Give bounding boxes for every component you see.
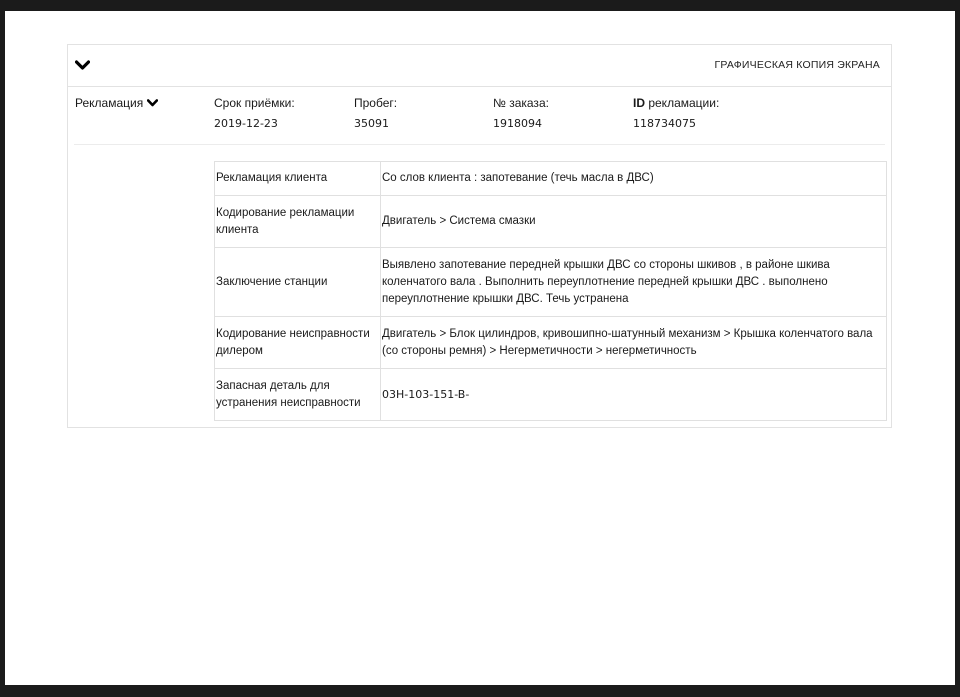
table-row [215,369,887,421]
claim-id-label [633,96,719,110]
chevron-down-icon[interactable] [75,58,91,72]
detail-value: 03H-103-151-B- [381,369,887,421]
acceptance-date-label: Срок приёмки: [214,96,295,110]
detail-value: Выявлено запотевание передней крышки ДВС со стороны шкивов , в районе шкива коленчатого вала . Выполнить переуплотнение передней крышки ДВС . выполнено переуплотнение крышки ДВС. Течь устранена [381,248,887,317]
detail-key: Рекламация клиента [215,162,381,196]
detail-key: Запасная деталь для устранения неисправности [215,369,381,421]
acceptance-date-value: 2019-12-23 [214,117,278,130]
claim-id-label-bold: ID [633,96,645,110]
mileage [354,96,397,130]
table-row [215,162,887,196]
detail-key: Кодирование неисправности дилером [215,317,381,369]
mileage-value: 35091 [354,117,389,130]
table-row [215,248,887,317]
chevron-down-icon [147,99,158,107]
detail-value: Двигатель > Система смазки [381,196,887,248]
acceptance-date [214,96,295,130]
detail-key: Кодирование рекламации клиента [215,196,381,248]
claim-panel [67,44,892,428]
claim-toggle[interactable] [75,96,158,110]
panel-header [68,45,891,87]
screen-copy-link[interactable]: ГРАФИЧЕСКАЯ КОПИЯ ЭКРАНА [714,59,880,71]
detail-value: Со слов клиента : запотевание (течь масла в ДВС) [381,162,887,196]
order-number-label: № заказа: [493,96,549,110]
table-row [215,317,887,369]
detail-value: Двигатель > Блок цилиндров, кривошипно-шатунный механизм > Крышка коленчатого вала (со стороны ремня) > Негерметичности > негерметичность [381,317,887,369]
claim-id-value: 118734075 [633,117,696,130]
claim-id-label-rest: рекламации: [645,96,720,110]
order-number-value: 1918094 [493,117,542,130]
claim-id [633,96,719,130]
order-number [493,96,549,130]
document-sheet [5,11,955,685]
table-row [215,196,887,248]
claim-label: Рекламация [75,96,144,110]
detail-key: Заключение станции [215,248,381,317]
claim-details-table [214,161,887,421]
claim-summary [74,87,885,145]
mileage-label: Пробег: [354,96,398,110]
